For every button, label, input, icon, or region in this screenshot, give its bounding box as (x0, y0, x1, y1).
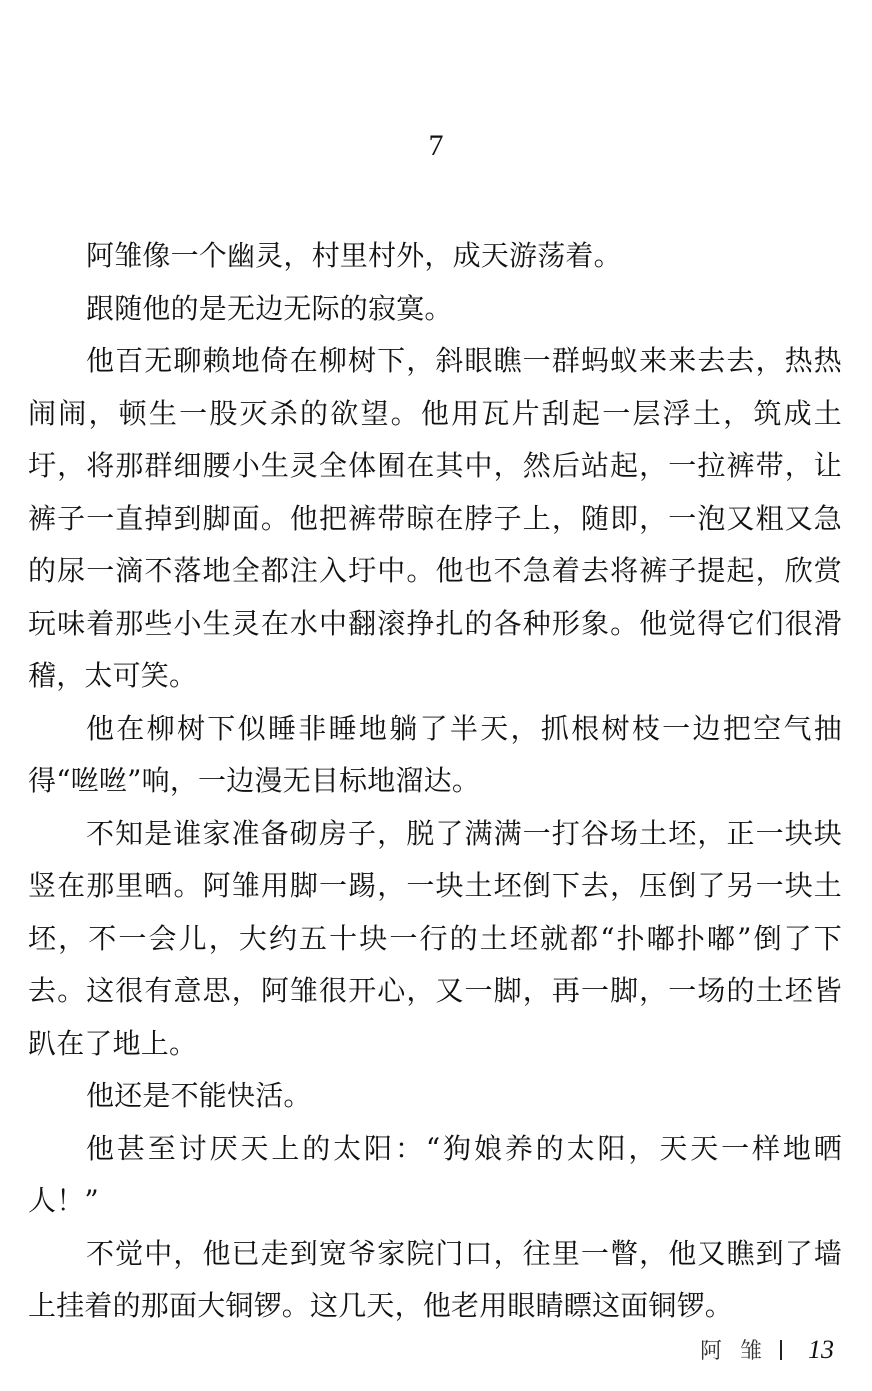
running-title: 阿雏 (699, 1339, 780, 1364)
paragraph: 不觉中，他已走到宽爷家院门口，往里一瞥，他又瞧到了墙上挂着的那面大铜锣。这几天，他老用眼睛瞟这面铜锣。 (28, 1236, 842, 1322)
paragraph: 不知是谁家准备砌房子，脱了满满一打谷场土坯，正一块块竖在那里晒。阿雏用脚一踢，一块土坯倒下去，压倒了另一块土坯，不一会儿，大约五十块一行的土坯就都“扑嘟扑嘟”倒了下去。这很有意思，阿雏很开心，又一脚，再一脚，一场的土坯皆趴在了地上。 (28, 816, 842, 1060)
page-footer (700, 1334, 834, 1365)
body-text (28, 230, 842, 1333)
paragraph: 他在柳树下似睡非睡地躺了半天，抓根树枝一边把空气抽得“咝咝”响，一边漫无目标地溜达。 (28, 711, 842, 797)
page-number: 13 (808, 1334, 834, 1364)
paragraph: 跟随他的是无边无际的寂寞。 (86, 291, 453, 325)
paragraph: 他甚至讨厌天上的太阳：“狗娘养的太阳，天天一样地晒人！” (28, 1131, 842, 1217)
footer-divider (780, 1340, 782, 1360)
paragraph: 他还是不能快活。 (86, 1079, 312, 1112)
paragraph: 他百无聊赖地倚在柳树下，斜眼瞧一群蚂蚁来来去去，热热闹闹，顿生一股灭杀的欲望。他用瓦片刮起一层浮土，筑成土圩，将那群细腰小生灵全体囿在其中，然后站起，一拉裤带，让裤子一直掉到脚面。他把裤带晾在脖子上，随即，一泡又粗又急的尿一滴不落地全都注入圩中。他也不急着去将裤子提起，欣赏玩味着那些小生灵在水中翻滚挣扎的各种形象。他觉得它们很滑稽，太可笑。 (28, 344, 842, 692)
chapter-number: 7 (428, 129, 444, 162)
paragraph: 阿雏像一个幽灵，村里村外，成天游荡着。 (86, 239, 622, 272)
